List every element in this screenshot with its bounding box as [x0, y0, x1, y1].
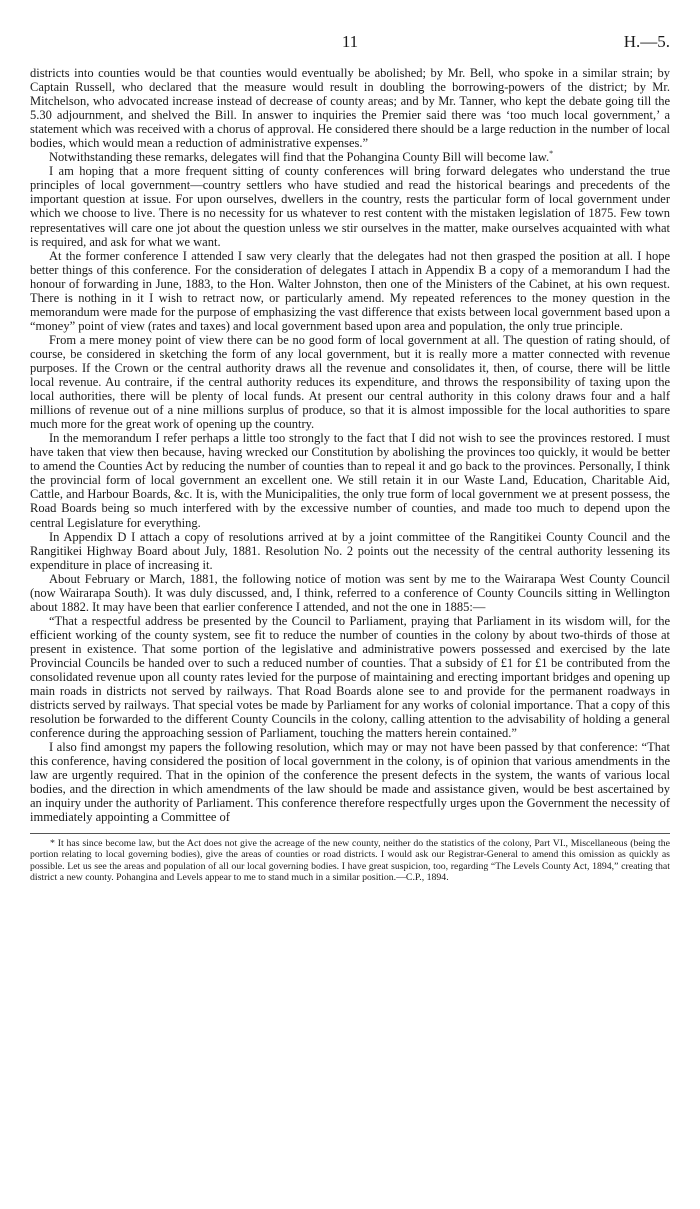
paragraph-with-footnote — [30, 150, 670, 164]
paragraph: In the memorandum I refer perhaps a little too strongly to the fact that I did not wish to see the provinces restored. I must have taken that view then because, having wrecked our Constitution by abolishing the provinces too quickly, it would be better to amend the Counties Act by reducing the number of counties than to repeal it and go back to the provinces. Personally, I think the provincial form of local government an excellent one. We still retain it in our Waste Land, Education, Charitable Aid, Cattle, and Harbour Boards, &c. It is, with the Municipalities, the only true form of local government we at present possess, the Road Boards being so much interfered with by the excessive number of counties, and made too much to depend upon the central Legislature for everything. — [30, 431, 670, 530]
page-header — [30, 28, 670, 54]
paragraph: About February or March, 1881, the following notice of motion was sent by me to the Wairarapa West County Council (now Wairarapa South). It was duly discussed, and, I think, referred to a conference of County Councils sitting in Wellington about 1882. It may have been that earlier conference I attended, and not the one in 1885:— — [30, 571, 670, 614]
paragraph: I also find amongst my papers the following resolution, which may or may not have been passed by that conference: “That this conference, having considered the position of local government in the colony, is of opinion that various amendments in the law are urgently required. That in the opinion of the conference the present defects in the system, the wants of various local bodies, and the direction in which amendments of the law should be made and assistance given, would be best ascertained by an inquiry under the authority of Parliament. This conference therefore respectfully urges upon the Government the necessity of immediately appointing a Committee of — [30, 740, 670, 825]
paragraph: districts into counties would be that counties would eventually be abolished; by Mr. Bell, who spoke in a similar strain; by Captain Russell, who declared that the measure would result in doubling the borrowing-powers of the district; by Mr. Mitchelson, who advocated increase instead of decrease of county areas; and by Mr. Tanner, who kept the debate going till the 5.30 adjournment, and shelved the Bill. In answer to inquiries the Premier said there was ‘too much local government,’ a statement which was received with a chorus of approval. He considered there should be a large reduction in the number of local bodies, which would mean a reduction of administrative expenses.” — [30, 66, 670, 151]
paragraph: At the former conference I attended I saw very clearly that the delegates had not then grasped the position at all. I hope better things of this conference. For the consideration of delegates I attach in Appendix B a copy of a memorandum I had the honour of forwarding in June, 1883, to the Hon. Walter Johnston, then one of the Ministers of the Cabinet, at his own request. There is nothing in it I wish to retract now, or particularly amend. My repeated references to the money question in the memorandum were made for the purpose of emphasizing the vast difference that exists between local government based upon a “money” point of view (rates and taxes) and local government based upon area and population, the only true principle. — [30, 248, 670, 333]
paragraph: From a mere money point of view there can be no good form of local government at all. The question of rating should, of course, be considered in sketching the form of any local government, but it is really more a matter connected with revenue purposes. If the Crown or the central authority draws all the revenue and consolidates it, then, of course, there will be little local revenue. Au contraire, if the central authority reduces its expenditure, and throws the responsibility of taxing upon the local authorities, there will be plenty of local funds. At present our central authority in this colony draws four and a half millions of revenue out of a nine millions surplus of produce, so that it is almost impossible for the local authorities to spare much more for the great work of opening up the country. — [30, 332, 670, 432]
paragraph: In Appendix D I attach a copy of resolutions arrived at by a joint committee of the Rangitikei County Council and the Rangitikei Highway Board about July, 1881. Resolution No. 2 points out the necessity of the central authority lessening its expenditure in place of increasing it. — [30, 529, 670, 572]
footnote: * It has since become law, but the Act does not give the acreage of the new county, neither do the statistics of the colony, Part VI., Miscellaneous (being the portion relating to local governing bodies), give the areas of counties or road districts. I would ask our Registrar-General to amend this omission as quickly as possible. Let us see the areas and population of all our local governing bodies. I have great suspicion, too, regarding “The Levels County Act, 1894,” creating that district a new county. Pohangina and Levels appear to me to stand much in a similar position.—C.P., 1894. — [30, 837, 670, 884]
body-text — [30, 66, 670, 825]
document-page — [30, 28, 670, 884]
paragraph-text: Notwithstanding these remarks, delegates will find that the Pohangina County Bill will become law. — [49, 150, 550, 165]
footnote-divider — [30, 833, 670, 834]
document-id: H.—5. — [623, 32, 670, 51]
page-number: 11 — [341, 32, 359, 51]
paragraph: I am hoping that a more frequent sitting of county conferences will bring forward delegates who understand the true principles of local government—country settlers who have studied and read the historical bearings and precedents of the important question at issue. For upon ourselves, dwellers in the country, rests the particular form of local government under which we choose to live. There is no necessity for us whatever to rest content with the mistaken legislation of 1875. Few town representatives will care one jot about the question unless we stir ourselves in the matter, make ourselves acquainted with what is required, and ask for what we want. — [30, 164, 670, 249]
footnote-marker: * — [549, 149, 554, 159]
quoted-resolution: “That a respectful address be presented by the Council to Parliament, praying that Parliament in its wisdom will, for the efficient working of the county system, see fit to reduce the number of counties in the colony by about two-thirds of those at present in existence. That some portion of the legislative and administrative powers possessed and exercised by the late Provincial Councils be handed over to such a reduced number of counties. That a subsidy of £1 for £1 be contributed from the consolidated revenue upon all county rates levied for the purpose of maintaining and erecting important bridges and opening up main roads in districts not served by railways. That Road Boards alone see to and provide for the permanent roadways in districts served by railways. That special votes be made by Parliament for any works of colonial importance. That a copy of this resolution be forwarded to the different County Councils in the colony, calling attention to the advisability of holding a general conference during the approaching session of Parliament, touching the matters herein contained.” — [30, 613, 670, 741]
